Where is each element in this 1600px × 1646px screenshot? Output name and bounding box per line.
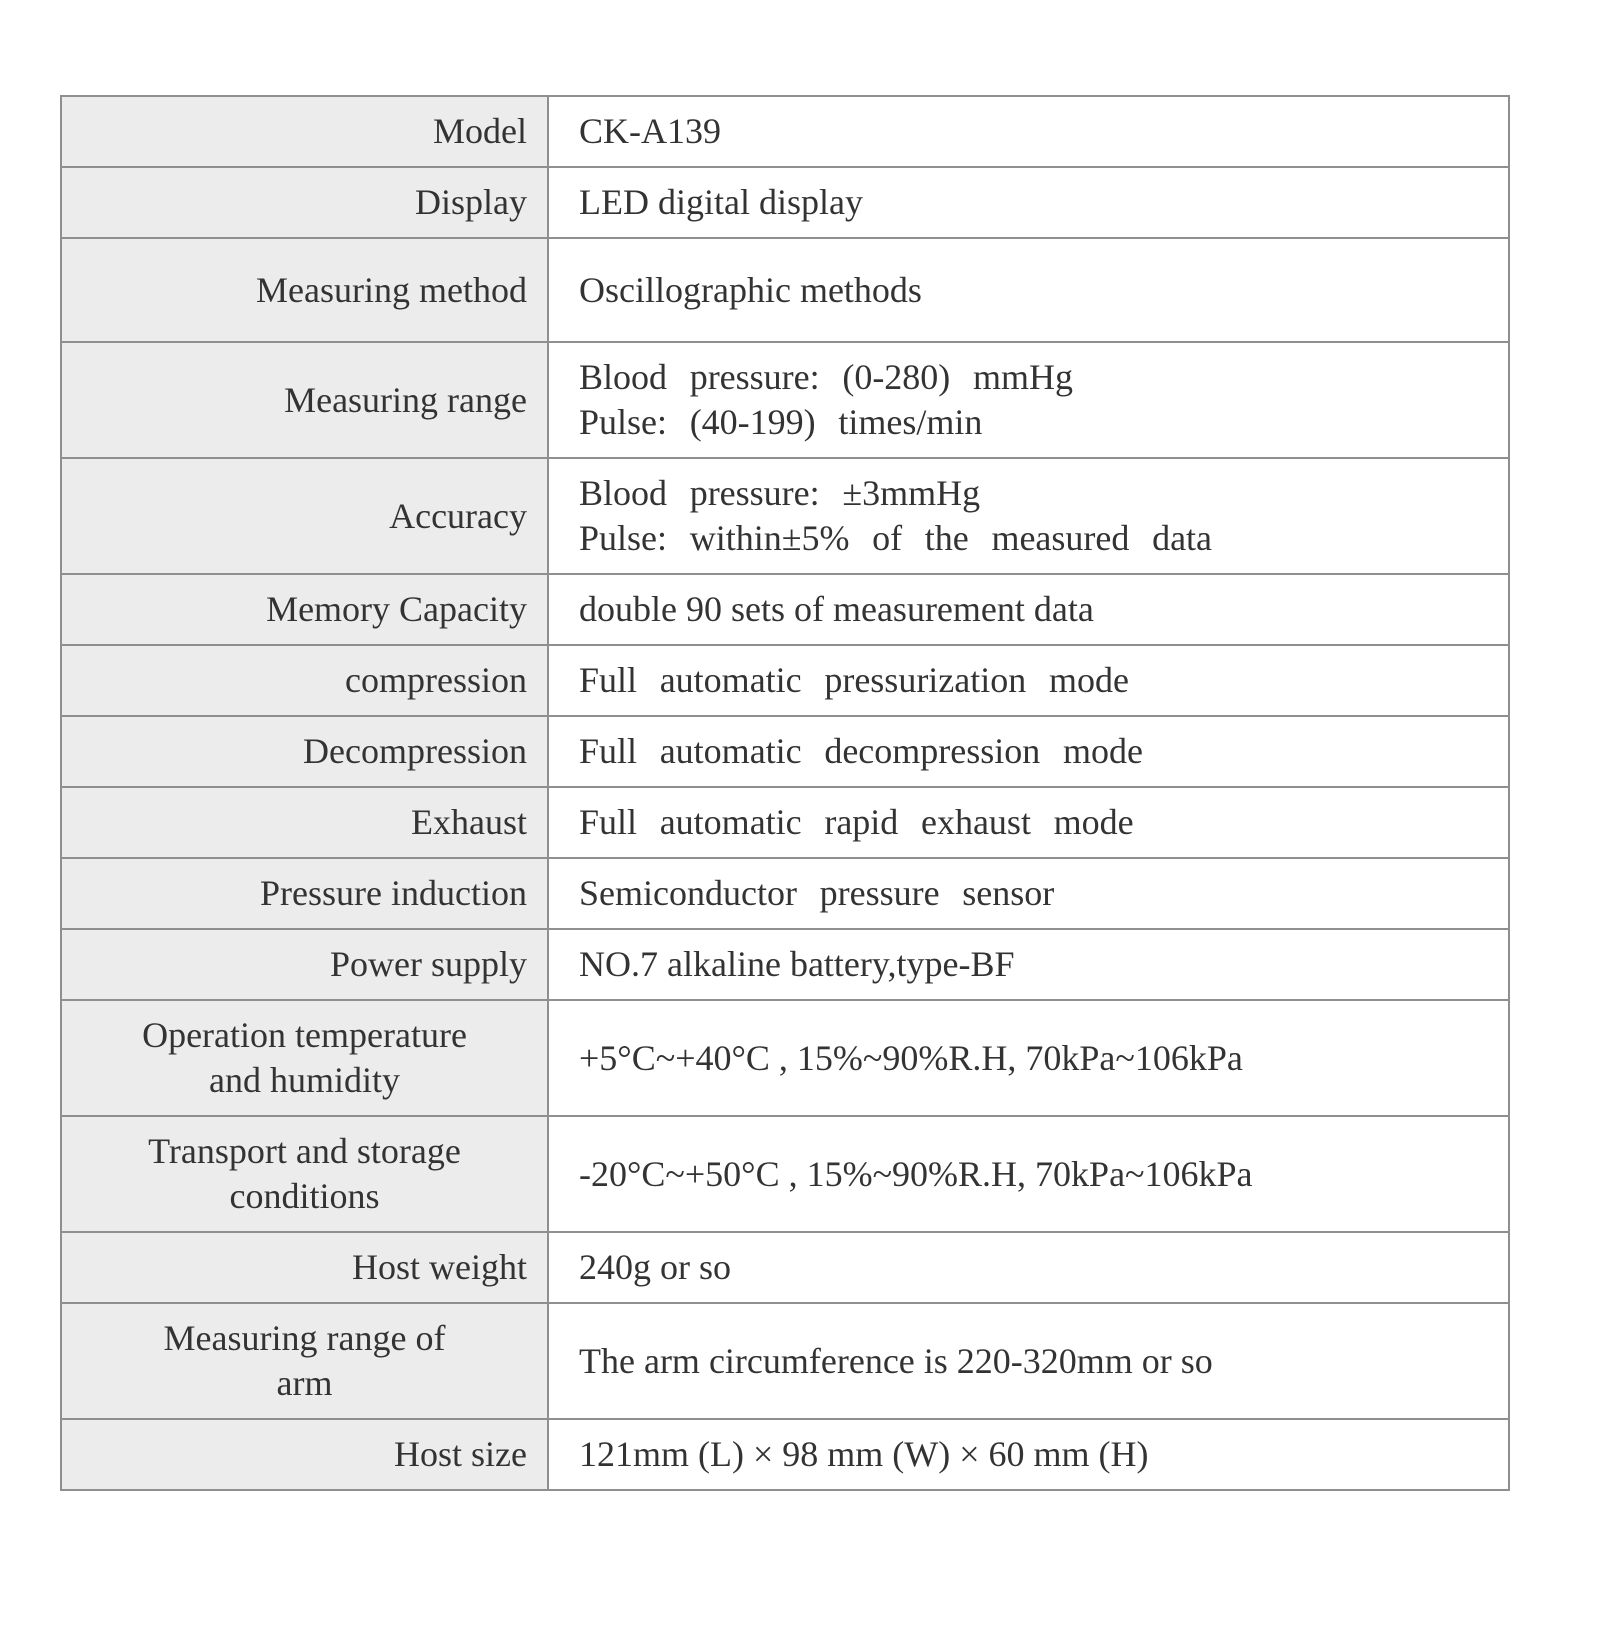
spec-label: Decompression (61, 716, 548, 787)
spec-row (61, 1000, 1509, 1116)
spec-table-body (61, 96, 1509, 1490)
spec-label: Host weight (61, 1232, 548, 1303)
spec-value: 121mm (L) × 98 mm (W) × 60 mm (H) (548, 1419, 1509, 1490)
spec-row (61, 787, 1509, 858)
spec-row (61, 342, 1509, 458)
spec-label: Measuring method (61, 238, 548, 342)
spec-row (61, 458, 1509, 574)
spec-value: Full automatic decompression mode (548, 716, 1509, 787)
spec-label: Operation temperature and humidity (61, 1000, 548, 1116)
spec-row (61, 1232, 1509, 1303)
spec-value: NO.7 alkaline battery,type-BF (548, 929, 1509, 1000)
spec-row (61, 238, 1509, 342)
spec-row (61, 1419, 1509, 1490)
spec-value: -20°C~+50°C , 15%~90%R.H, 70kPa~106kPa (548, 1116, 1509, 1232)
spec-row (61, 167, 1509, 238)
spec-label: Power supply (61, 929, 548, 1000)
spec-label: Model (61, 96, 548, 167)
spec-value: The arm circumference is 220-320mm or so (548, 1303, 1509, 1419)
spec-row (61, 858, 1509, 929)
spec-label: Display (61, 167, 548, 238)
spec-value: Blood pressure: (0-280) mmHg Pulse: (40-199) times/min (548, 342, 1509, 458)
spec-label: Transport and storage conditions (61, 1116, 548, 1232)
spec-label: Memory Capacity (61, 574, 548, 645)
spec-table (60, 95, 1510, 1491)
spec-value: double 90 sets of measurement data (548, 574, 1509, 645)
spec-value: Full automatic pressurization mode (548, 645, 1509, 716)
spec-label: Host size (61, 1419, 548, 1490)
spec-value: Full automatic rapid exhaust mode (548, 787, 1509, 858)
spec-label: compression (61, 645, 548, 716)
spec-row (61, 716, 1509, 787)
spec-label: Measuring range of arm (61, 1303, 548, 1419)
spec-row (61, 1303, 1509, 1419)
spec-value: +5°C~+40°C , 15%~90%R.H, 70kPa~106kPa (548, 1000, 1509, 1116)
spec-label: Pressure induction (61, 858, 548, 929)
spec-label: Accuracy (61, 458, 548, 574)
spec-value: 240g or so (548, 1232, 1509, 1303)
spec-value: LED digital display (548, 167, 1509, 238)
spec-row (61, 96, 1509, 167)
spec-row (61, 645, 1509, 716)
spec-row (61, 574, 1509, 645)
spec-value: Oscillographic methods (548, 238, 1509, 342)
spec-label: Measuring range (61, 342, 548, 458)
spec-value: Semiconductor pressure sensor (548, 858, 1509, 929)
spec-row (61, 1116, 1509, 1232)
spec-label: Exhaust (61, 787, 548, 858)
spec-row (61, 929, 1509, 1000)
spec-value: Blood pressure: ±3mmHg Pulse: within±5% of the measured data (548, 458, 1509, 574)
spec-value: CK-A139 (548, 96, 1509, 167)
